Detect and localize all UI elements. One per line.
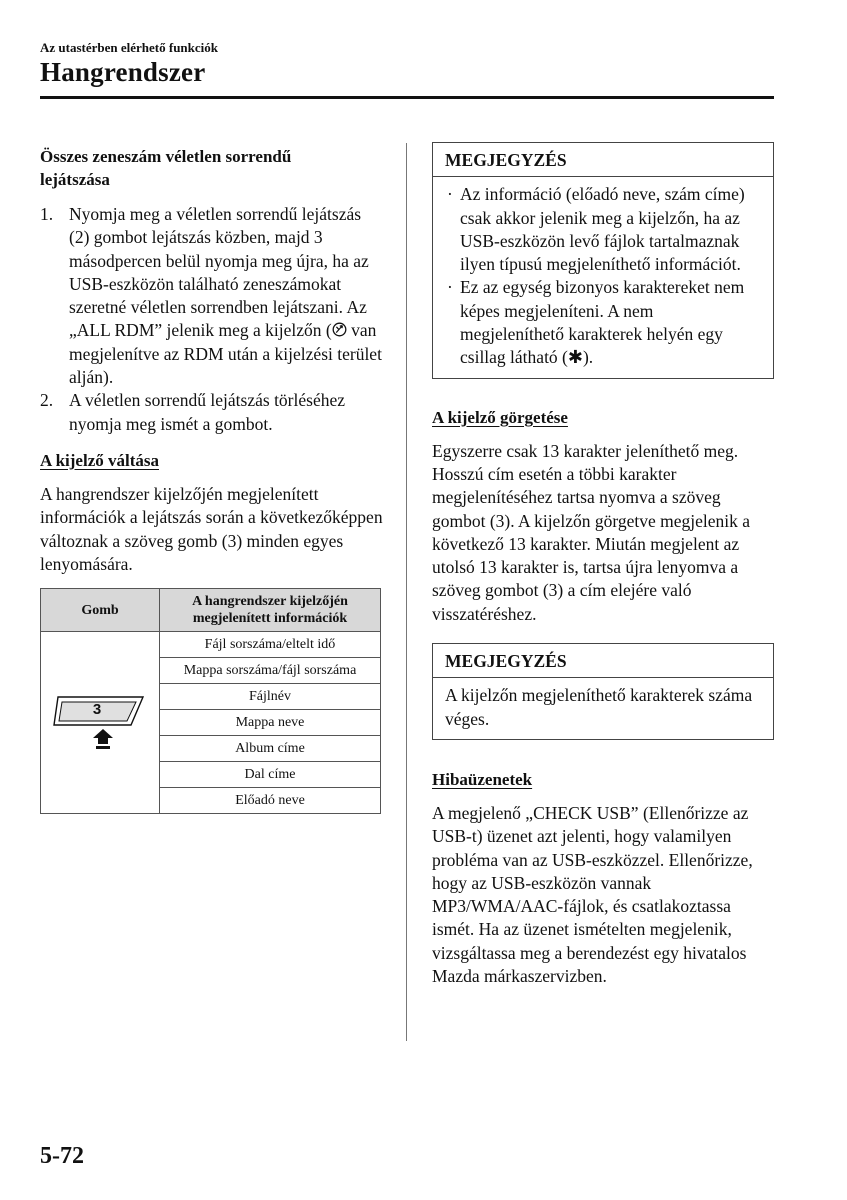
step-1 (40, 203, 385, 389)
table-cell: Album címe (160, 736, 381, 762)
column-divider (406, 143, 407, 1041)
table-cell: Fájl sorszáma/eltelt idő (160, 632, 381, 658)
shuffle-circle-icon (332, 320, 347, 335)
table-row (41, 632, 381, 658)
note-list (445, 183, 761, 369)
text-button-cell (41, 632, 160, 814)
page-number: 5-72 (40, 1143, 84, 1169)
note-item (445, 276, 761, 369)
note-box-characters (432, 142, 774, 379)
table-header-button: Gomb (41, 589, 160, 632)
note-heading: MEGJEGYZÉS (433, 143, 773, 177)
note-item-text: Az információ (előadó neve, szám címe) csak akkor jelenik meg a kijelzőn, ha az USB-eszközön levő fájlok tartalmaznak ilyen típusú megjeleníthető információt. (460, 184, 745, 275)
table-cell: Mappa neve (160, 710, 381, 736)
text-button-illustration (50, 694, 150, 752)
display-switch-heading: A kijelző váltása (40, 450, 159, 470)
step-number: 2. (40, 390, 54, 411)
step-text: Nyomja meg a véletlen sorrendű lejátszás (2) gombot lejátszás közben, majd 3 másodpercen belül nyomja meg újra, ha az USB-eszközön található zeneszámokat szeretné véletlen sorrendben lejátszani. Az „ALL RDM” jelenik meg a kijelzőn ( (69, 204, 369, 341)
error-messages-heading: Hibaüzenetek (432, 769, 533, 789)
note-heading: MEGJEGYZÉS (433, 644, 773, 678)
random-play-heading: Összes zeneszám véletlen sorrendű lejátszása (40, 147, 292, 189)
table-header-info: A hangrendszer kijelzőjén megjelenített információk (160, 589, 381, 632)
title-rule (40, 96, 774, 99)
asterisk-icon: ✱ (567, 347, 583, 369)
step-2 (40, 389, 385, 436)
table-cell: Mappa sorszáma/fájl sorszáma (160, 658, 381, 684)
page-title: Hangrendszer (40, 57, 206, 87)
error-messages-text: A megjelenő „CHECK USB” (Ellenőrizze az USB-t) üzenet azt jelenti, hogy valamilyen probléma van az USB-eszközzel. Ellenőrizze, hogy az USB-eszközön vannak MP3/WMA/AAC-fájlok, és csatlakoztassa ismét. Ha az üzenet ismételten megjelenik, vizsgáltassa meg a berendezést egy hivatalos Mazda márkaszervizben. (432, 802, 753, 987)
display-info-table (40, 588, 381, 814)
right-column (432, 142, 774, 988)
note-item-text: Ez az egység bizonyos karaktereket nem képes megjeleníteni. A nem megjeleníthető karakterek helyén egy csillag látható ( (460, 277, 745, 368)
table-cell: Dal címe (160, 762, 381, 788)
note-body (433, 678, 773, 739)
note-text: A kijelzőn megjeleníthető karakterek száma véges. (445, 685, 753, 729)
step-number: 1. (40, 204, 54, 224)
step-text-continued: van megjelenítve az RDM után a kijelzési terület alján). (69, 320, 382, 388)
scroll-text: Egyszerre csak 13 karakter jeleníthető meg. Hosszú cím esetén a többi karakter megjelenítéséhez tartsa nyomva a szöveg gombot (3). A kijelzőn görgetve megjelenik a következő 13 karakter. Miután megjelent az utolsó 13 karakter is, tartsa újra lenyomva a szöveg gombot (3) a cím elejére való visszatéréshez. (432, 440, 751, 624)
step-text: A véletlen sorrendű lejátszás törléséhez nyomja meg ismét a gombot. (69, 390, 346, 434)
note-item (445, 183, 761, 276)
bullet-icon: · (447, 277, 453, 298)
table-cell: Előadó neve (160, 788, 381, 814)
text-button-label: 3 (92, 700, 102, 718)
display-switch-text: A hangrendszer kijelzőjén megjelenített információk a lejátszás során a következőképpen változnak a szöveg gomb (3) minden egyes lenyomására. (40, 483, 383, 574)
note-item-text-end: ). (582, 347, 594, 368)
scroll-heading: A kijelző görgetése (432, 407, 568, 427)
bullet-icon: · (447, 184, 453, 205)
left-column (40, 145, 385, 814)
section-label: Az utastérben elérhető funkciók (40, 40, 219, 55)
random-play-steps (40, 203, 385, 436)
note-box-length (432, 643, 774, 740)
table-cell: Fájlnév (160, 684, 381, 710)
note-body (433, 177, 773, 377)
